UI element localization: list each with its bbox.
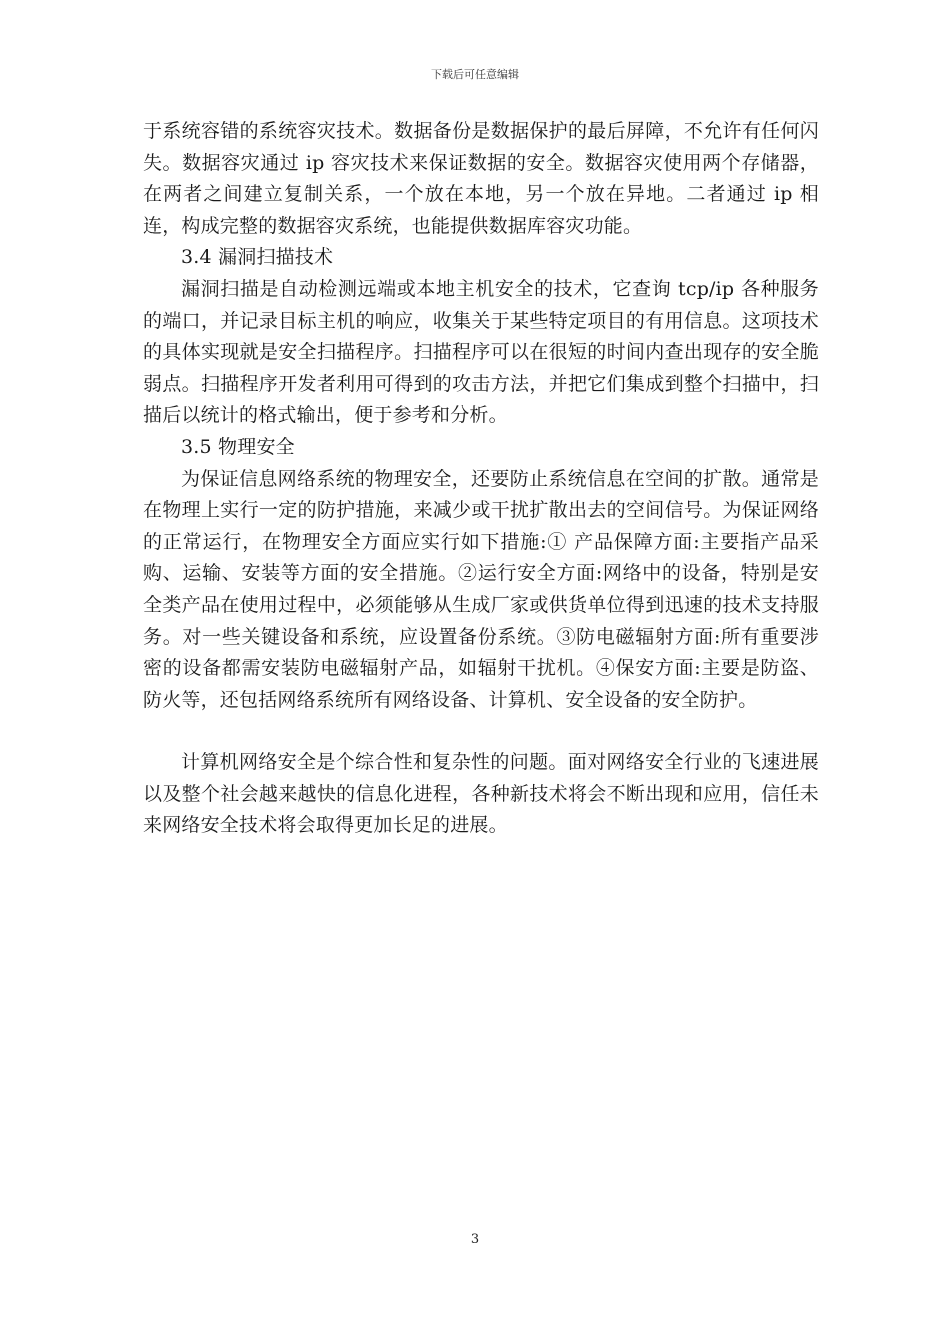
page-number: 3: [470, 1232, 480, 1247]
paragraph-disaster-recovery: 于系统容错的系统容灾技术。数据备份是数据保护的最后屏障，不允许有任何闪失。数据容灾通过 ip 容灾技术来保证数据的安全。数据容灾使用两个存储器，在两者之间建立复制关系，一个放在本地，另一个放在异地。二者通过 ip 相连，构成完整的数据容灾系统，也能提供数据库容灾功能。: [143, 120, 819, 237]
paragraph-physical-security: 为保证信息网络系统的物理安全，还要防止系统信息在空间的扩散。通常是在物理上实行一定的防护措施，来减少或干扰扩散出去的空间信号。为保证网络的正常运行，在物理安全方面应实行如下措施:① 产品保障方面:主要指产品采购、运输、安装等方面的安全措施。②运行安全方面:网络中的设备，特别是安全类产品在使用过程中，必须能够从生成厂家或供货单位得到迅速的技术支持服务。对一些关键设备和系统，应设置备份系统。③防电磁辐射方面:所有重要涉密的设备都需安装防电磁辐射产品，如辐射干扰机。④保安方面:主要是防盗、防火等，还包括网络系统所有网络设备、计算机、安全设备的安全防护。: [143, 467, 819, 711]
paragraph-vulnerability-scanning: 漏洞扫描是自动检测远端或本地主机安全的技术，它查询 tcp/ip 各种服务的端口，并记录目标主机的响应，收集关于某些特定项目的有用信息。这项技术的具体实现就是安全扫描程序。扫描程序可以在很短的时间内查出现存的安全脆弱点。扫描程序开发者利用可得到的攻击方法，并把它们集成到整个扫描中，扫描后以统计的格式输出，便于参考和分析。: [143, 277, 819, 427]
section-heading-vulnerability-scanning: 3.4 漏洞扫描技术: [181, 246, 334, 269]
page-header: 下载后可任意编辑: [431, 68, 519, 81]
paragraph-conclusion: 计算机网络安全是个综合性和复杂性的问题。面对网络安全行业的飞速进展以及整个社会越来越快的信息化进程，各种新技术将会不断出现和应用，信任未来网络安全技术将会取得更加长足的进展。: [143, 751, 819, 837]
document-body: [143, 116, 819, 842]
section-heading-physical-security: 3.5 物理安全: [181, 435, 295, 458]
